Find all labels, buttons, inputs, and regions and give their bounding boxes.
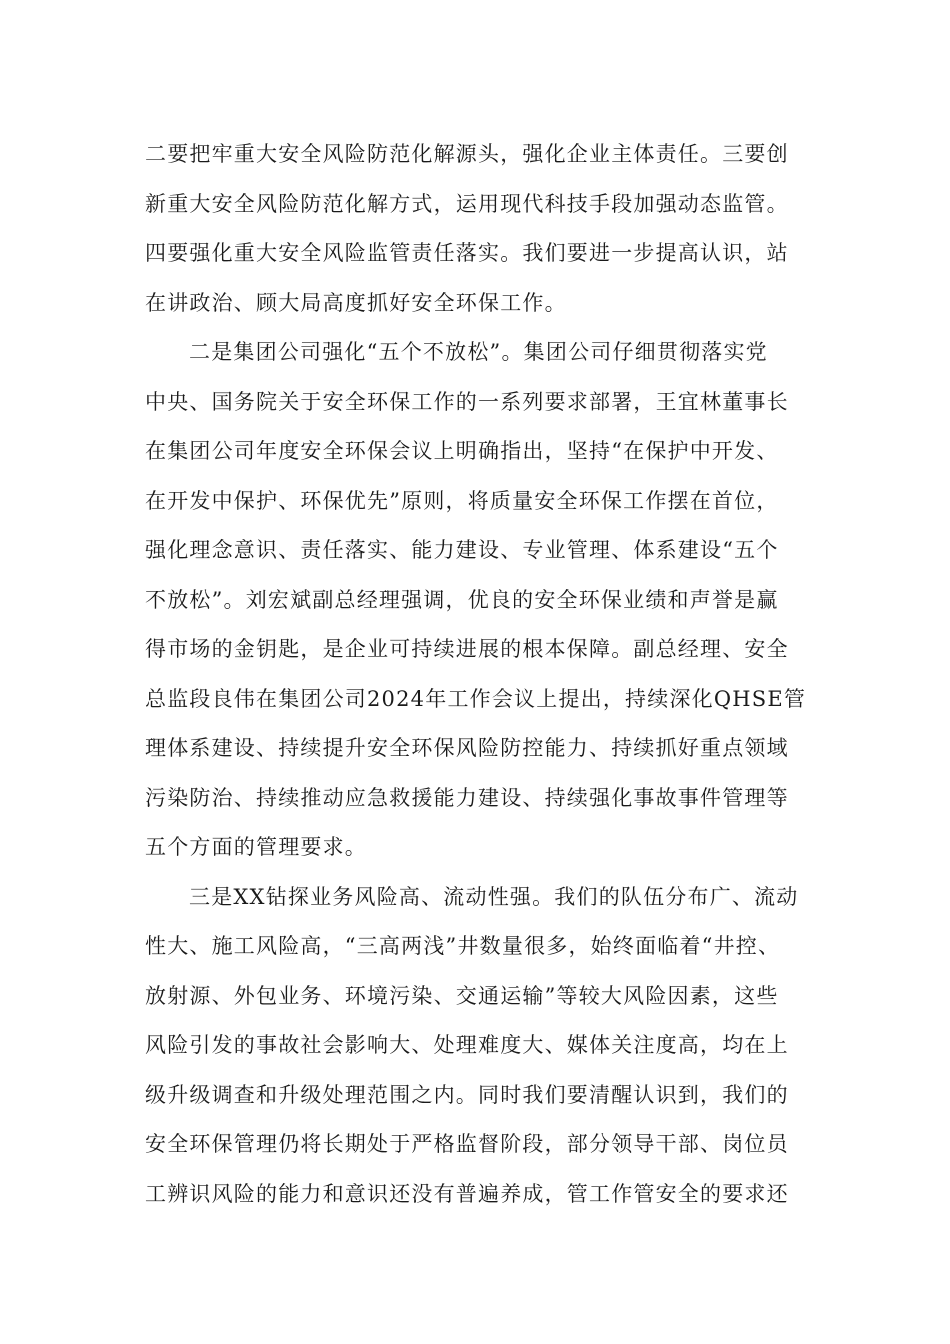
text-line: 得市场的金钥匙，是企业可持续进展的根本保障。副总经理、安全 — [145, 637, 789, 661]
text-line: 强化理念意识、责任落实、能力建设、专业管理、体系建设“五个 — [145, 538, 779, 562]
text-line: 不放松”。刘宏斌副总经理强调，优良的安全环保业绩和声誉是赢 — [145, 587, 779, 612]
text-line: 四要强化重大安全风险监管责任落实。我们要进一步提高认识，站 — [145, 241, 789, 265]
text-line: 风险引发的事故社会影响大、处理难度大、媒体关注度高，均在上 — [145, 1033, 789, 1057]
text-line: 污染防治、持续推动应急救援能力建设、持续强化事故事件管理等 — [145, 785, 789, 810]
text-line: 在讲政治、顾大局高度抓好安全环保工作。 — [145, 290, 567, 315]
text-line: 五个方面的管理要求。 — [145, 835, 367, 859]
paragraph-start-line: 二是集团公司强化“五个不放松”。集团公司仔细贯彻落实党 — [189, 340, 768, 364]
text-line: 安全环保管理仍将长期处于严格监督阶段，部分领导干部、岗位员 — [145, 1132, 789, 1156]
text-line: 中央、国务院关于安全环保工作的一系列要求部署，王宜林董事长 — [145, 389, 789, 414]
text-line: 二要把牢重大安全风险防范化解源头，强化企业主体责任。三要创 — [145, 142, 789, 166]
text-line: 理体系建设、持续提升安全环保风险防控能力、持续抓好重点领域 — [145, 736, 789, 760]
text-line: 级升级调查和升级处理范围之内。同时我们要清醒认识到，我们的 — [145, 1082, 789, 1107]
paragraph-start-line: 三是XX钻探业务风险高、流动性强。我们的队伍分布广、流动 — [189, 884, 799, 909]
document-body — [145, 130, 835, 1219]
text-line: 在开发中保护、环保优先”原则，将质量安全环保工作摆在首位， — [145, 488, 779, 513]
text-line: 工辨识风险的能力和意识还没有普遍养成，管工作管安全的要求还 — [145, 1181, 789, 1206]
text-line: 放射源、外包业务、环境污染、交通运输”等较大风险因素，这些 — [145, 983, 779, 1008]
text-line: 总监段良伟在集团公司2024年工作会议上提出，持续深化QHSE管 — [145, 686, 807, 711]
text-line: 新重大安全风险防范化解方式，运用现代科技手段加强动态监管。 — [145, 191, 789, 216]
text-line: 在集团公司年度安全环保会议上明确指出，坚持“在保护中开发、 — [145, 439, 779, 463]
text-line: 性大、施工风险高，“三高两浅”井数量很多，始终面临着“井控、 — [145, 934, 781, 958]
